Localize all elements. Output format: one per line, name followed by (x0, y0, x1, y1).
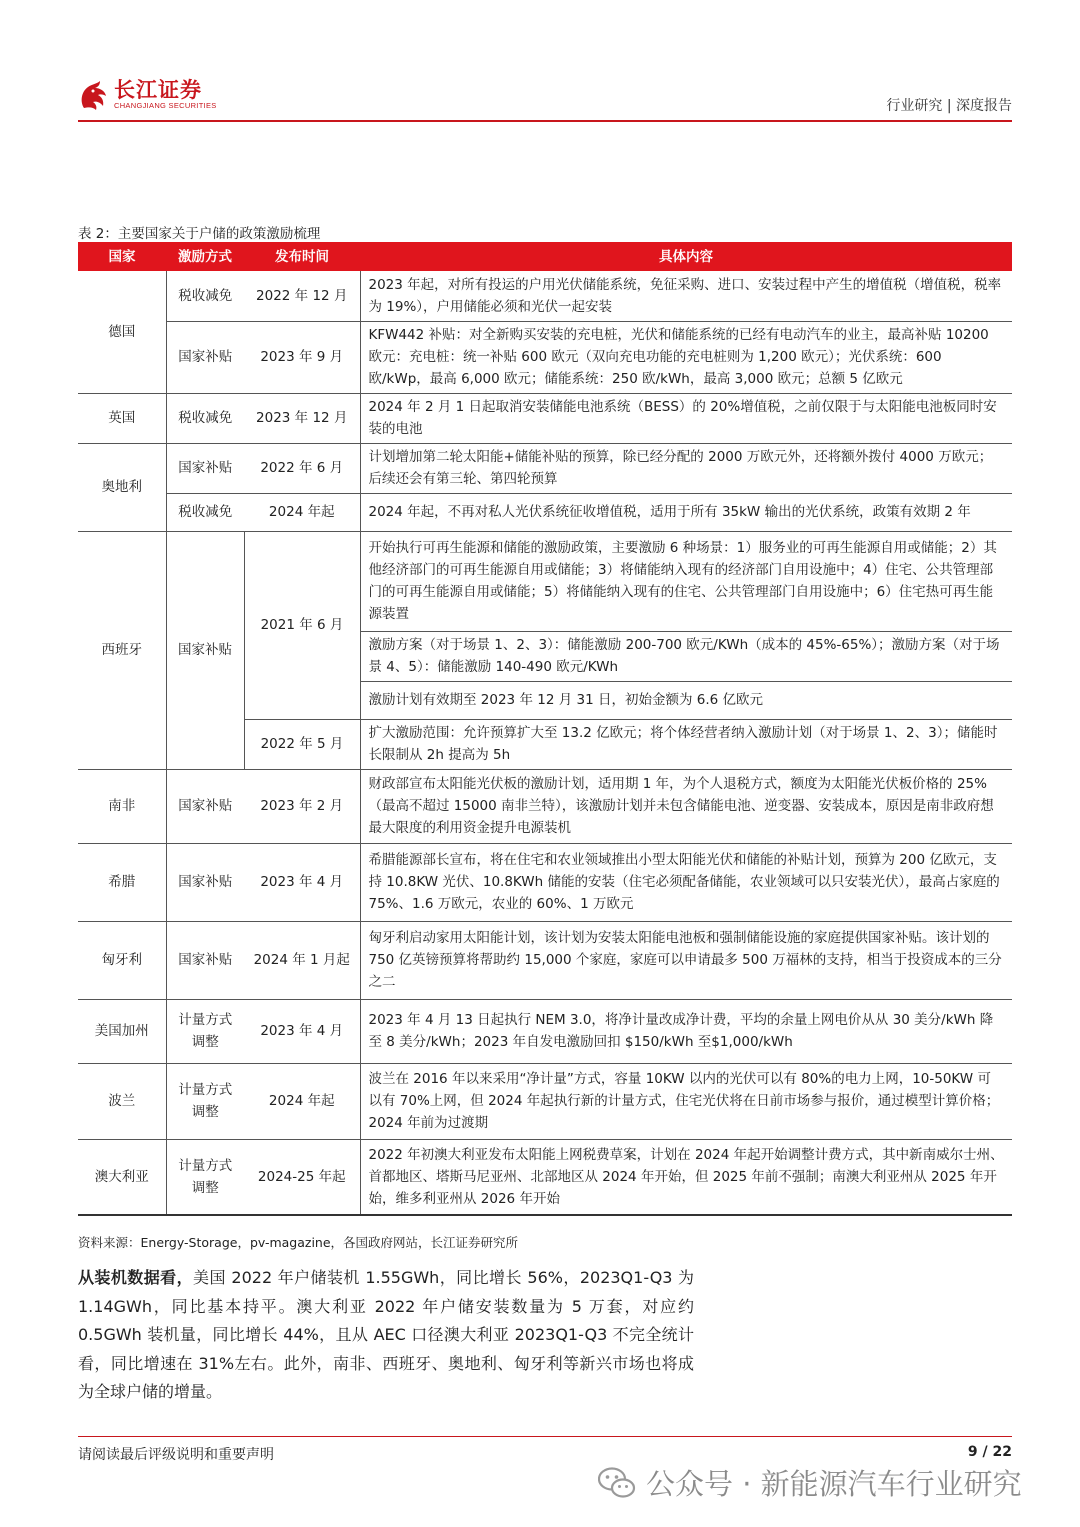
table-source: 资料来源：Energy-Storage，pv-magazine，各国政府网站，长江证券研究所 (78, 1235, 519, 1250)
table-row (78, 321, 1012, 393)
country-cell: 德国 (78, 271, 166, 393)
body-paragraph (78, 1264, 694, 1407)
date-cell: 2023 年 4 月 (244, 843, 360, 921)
content-cell: 计划增加第二轮太阳能+储能补贴的预算，除已经分配的 2000 万欧元外，还将额外拨付 4000 万欧元；后续还会有第三轮、第四轮预算 (360, 443, 1012, 493)
date-cell: 2022 年 5 月 (244, 719, 360, 769)
table-row (78, 999, 1012, 1063)
method-cell: 国家补贴 (166, 921, 244, 999)
table-header-row (78, 242, 1012, 271)
method-cell: 计量方式调整 (166, 1139, 244, 1215)
country-cell: 美国加州 (78, 999, 166, 1063)
content-cell: 财政部宣布太阳能光伏板的激励计划，适用期 1 年，为个人退税方式，额度为太阳能光伏板价格的 25%（最高不超过 15000 南非兰特），该激励计划并未包含储能电池、逆变器、安装成本，原因是南非政府想最大限度的利用资金提升电源装机 (360, 769, 1012, 843)
table-row (78, 271, 1012, 321)
table-row (78, 1139, 1012, 1215)
logo-cn: 长江证券 (114, 78, 202, 102)
method-cell: 计量方式调整 (166, 999, 244, 1063)
country-cell: 匈牙利 (78, 921, 166, 999)
content-cell: 匈牙利启动家用太阳能计划，该计划为安装太阳能电池板和强制储能设施的家庭提供国家补贴。该计划的 750 亿英镑预算将帮助约 15,000 个家庭，家庭可以申请最多 500 万福林的支持，相当于投资成本的三分之二 (360, 921, 1012, 999)
content-cell: 2024 年 2 月 1 日起取消安装储能电池系统（BESS）的 20%增值税，之前仅限于与太阳能电池板同时安装的电池 (360, 393, 1012, 443)
report-category: 行业研究 | 深度报告 (886, 98, 1012, 114)
table-caption: 表 2：主要国家关于户储的政策激励梳理 (78, 226, 321, 242)
date-cell: 2023 年 9 月 (244, 321, 360, 393)
method-cell: 国家补贴 (166, 531, 244, 769)
content-cell: 2023 年 4 月 13 日起执行 NEM 3.0，将净计量改成净计费，平均的余量上网电价从从 30 美分/kWh 降至 8 美分/kWh；2023 年自发电激励回扣 $150/kWh 至$1,000/kWh (360, 999, 1012, 1063)
method-cell: 计量方式调整 (166, 1063, 244, 1139)
date-cell: 2024 年起 (244, 493, 360, 531)
country-cell: 波兰 (78, 1063, 166, 1139)
content-cell: KFW442 补贴：对全新购买安装的充电桩，光伏和储能系统的已经有电动汽车的业主，最高补贴 10200 欧元：充电桩：统一补贴 600 欧元（双向充电功能的充电桩则为 1,200 欧元）；光伏系统：600 欧/kWp，最高 6,000 欧元；储能系统：250 欧/kWh，最高 3,000 欧元；总额 5 亿欧元 (360, 321, 1012, 393)
table-row (78, 393, 1012, 443)
content-cell: 扩大激励范围：允许预算扩大至 13.2 亿欧元；将个体经营者纳入激励计划（对于场景 1、2、3）；储能时长限制从 2h 提高为 5h (360, 719, 1012, 769)
table-row (78, 531, 1012, 631)
country-cell: 西班牙 (78, 531, 166, 769)
footer-disclaimer: 请阅读最后评级说明和重要声明 (78, 1447, 274, 1463)
method-cell: 国家补贴 (166, 769, 244, 843)
method-cell: 国家补贴 (166, 443, 244, 493)
content-cell: 激励计划有效期至 2023 年 12 月 31 日，初始金额为 6.6 亿欧元 (360, 681, 1012, 719)
method-cell: 税收减免 (166, 271, 244, 321)
content-cell: 激励方案（对于场景 1、2、3）：储能激励 200-700 欧元/KWh（成本的 45%-65%）；激励方案（对于场景 4、5）：储能激励 140-490 欧元/KWh (360, 631, 1012, 681)
col-header-method: 激励方式 (166, 242, 244, 271)
col-header-content: 具体内容 (360, 242, 1012, 271)
table-row (78, 843, 1012, 921)
table-row (78, 443, 1012, 493)
date-cell: 2023 年 4 月 (244, 999, 360, 1063)
date-cell: 2024 年起 (244, 1063, 360, 1139)
method-cell: 税收减免 (166, 393, 244, 443)
table-row (78, 769, 1012, 843)
date-cell: 2023 年 2 月 (244, 769, 360, 843)
method-cell: 国家补贴 (166, 843, 244, 921)
dragon-logo-icon (78, 78, 110, 112)
watermark (598, 1462, 1022, 1503)
company-logo (78, 78, 217, 112)
paragraph-lead: 从装机数据看， (78, 1268, 194, 1287)
country-cell: 英国 (78, 393, 166, 443)
col-header-date: 发布时间 (244, 242, 360, 271)
country-cell: 南非 (78, 769, 166, 843)
content-cell: 2024 年起，不再对私人光伏系统征收增值税，适用于所有 35kW 输出的光伏系统，政策有效期 2 年 (360, 493, 1012, 531)
table-row (78, 921, 1012, 999)
country-cell: 澳大利亚 (78, 1139, 166, 1215)
footer-divider (78, 1436, 1012, 1437)
content-cell: 2023 年起，对所有投运的户用光伏储能系统，免征采购、进口、安装过程中产生的增值税（增值税，税率为 19%），户用储能必须和光伏一起安装 (360, 271, 1012, 321)
content-cell: 希腊能源部长宣布，将在住宅和农业领域推出小型太阳能光伏和储能的补贴计划，预算为 200 亿欧元，支持 10.8KW 光伏、10.8KWh 储能的安装（住宅必须配备储能，农业领域可以只安装光伏），最高占家庭的 75%、1.6 万欧元，农业的 60%、1 万欧元 (360, 843, 1012, 921)
table-row (78, 1063, 1012, 1139)
date-cell: 2023 年 12 月 (244, 393, 360, 443)
content-cell: 波兰在 2016 年以来采用“净计量”方式，容量 10KW 以内的光伏可以有 80%的电力上网，10-50KW 可以有 70%上网，但 2024 年起执行新的计量方式，住宅光伏将在日前市场参与报价，通过模型计算价格；2024 年前为过渡期 (360, 1063, 1012, 1139)
content-cell: 2022 年初澳大利亚发布太阳能上网税费草案，计划在 2024 年起开始调整计费方式，其中新南威尔士州、首都地区、塔斯马尼亚州、北部地区从 2024 年开始，但 2025 年前不强制；南澳大利亚州从 2025 年开始，维多利亚州从 2026 年开始 (360, 1139, 1012, 1215)
header-divider (78, 120, 1012, 122)
country-cell: 希腊 (78, 843, 166, 921)
country-cell: 奥地利 (78, 443, 166, 531)
page-number: 9 / 22 (967, 1444, 1012, 1460)
table-row (78, 493, 1012, 531)
date-cell: 2021 年 6 月 (244, 531, 360, 719)
date-cell: 2022 年 12 月 (244, 271, 360, 321)
paragraph-text: 美国 2022 年户储装机 1.55GWh，同比增长 56%，2023Q1-Q3 为 1.14GWh，同比基本持平。澳大利亚 2022 年户储安装数量为 5 万套，对应约 0.5GWh 装机量，同比增长 44%，且从 AEC 口径澳大利亚 2023Q1-Q3 不完全统计看，同比增速在 31%左右。此外，南非、西班牙、奥地利、匈牙利等新兴市场也将成为全球户储的增量。 (78, 1268, 694, 1401)
date-cell: 2022 年 6 月 (244, 443, 360, 493)
method-cell: 税收减免 (166, 493, 244, 531)
col-header-country: 国家 (78, 242, 166, 271)
date-cell: 2024-25 年起 (244, 1139, 360, 1215)
content-cell: 开始执行可再生能源和储能的激励政策，主要激励 6 种场景：1）服务业的可再生能源自用或储能；2）其他经济部门的可再生能源自用或储能；3）将储能纳入现有的经济部门自用设施中；4）住宅、公共管理部门的可再生能源自用或储能；5）将储能纳入现有的住宅、公共管理部门自用设施中；6）住宅热可再生能源装置 (360, 531, 1012, 631)
logo-en: CHANGJIANG SECURITIES (114, 101, 217, 110)
watermark-text: 公众号 · 新能源汽车行业研究 (646, 1467, 1022, 1501)
policy-table (78, 242, 1012, 1216)
wechat-icon (598, 1467, 636, 1499)
date-cell: 2024 年 1 月起 (244, 921, 360, 999)
method-cell: 国家补贴 (166, 321, 244, 393)
page-header (78, 78, 1012, 122)
